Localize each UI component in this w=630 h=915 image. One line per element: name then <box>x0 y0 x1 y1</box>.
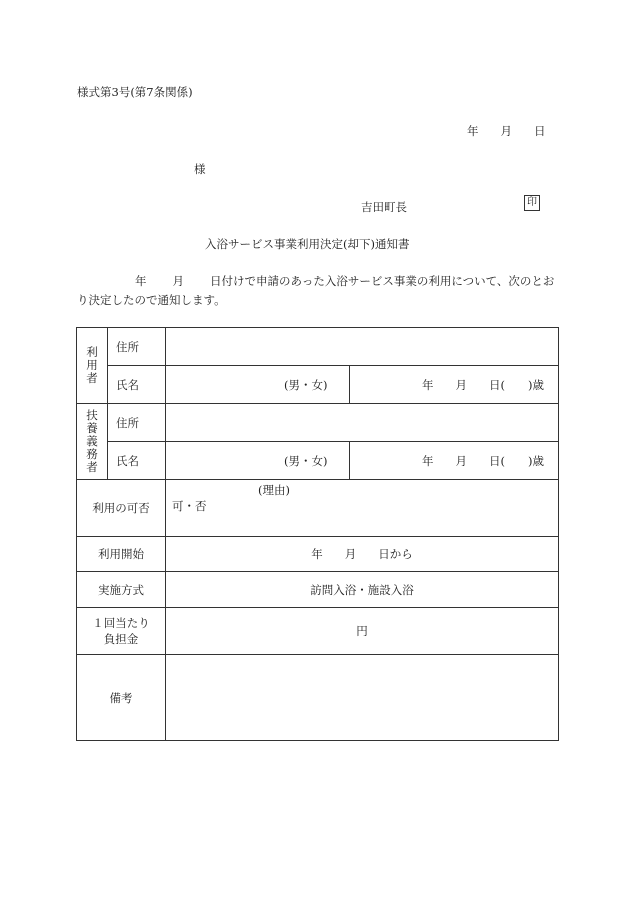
user-address-field[interactable] <box>166 328 559 366</box>
remarks-label: 備考 <box>77 655 166 741</box>
reason-label: (理由) <box>258 483 290 497</box>
approval-options: 可・否 <box>172 499 207 513</box>
method-label: 実施方式 <box>77 572 166 608</box>
user-name-field[interactable] <box>166 366 350 404</box>
guardian-address-field[interactable] <box>166 404 559 442</box>
issuer-name: 吉田町長 <box>361 200 407 214</box>
document-title: 入浴サービス事業利用決定(却下)通知書 <box>205 237 410 251</box>
user-birthdate-field[interactable]: 年 月 日( )歳 <box>350 366 559 404</box>
user-group-label: 利 用 者 <box>77 328 108 404</box>
notice-form-table <box>76 327 559 741</box>
guardian-sex-options: (男・女) <box>284 454 328 468</box>
approval-field[interactable] <box>166 480 559 537</box>
start-label: 利用開始 <box>77 537 166 572</box>
seal-mark: 印 <box>524 195 540 211</box>
date-year: 年 <box>467 124 479 138</box>
fee-label: １回当たり 負担金 <box>77 608 166 655</box>
guardian-address-label: 住所 <box>108 404 166 442</box>
fee-unit: 円 <box>356 624 368 638</box>
addressee: 様 <box>194 162 206 176</box>
remarks-field[interactable] <box>166 655 559 741</box>
approval-label: 利用の可否 <box>77 480 166 537</box>
user-address-label: 住所 <box>108 328 166 366</box>
form-number: 様式第3号(第7条関係) <box>77 85 193 99</box>
guardian-group-label: 扶 養 義 務 者 <box>77 404 108 480</box>
user-name-label: 氏名 <box>108 366 166 404</box>
user-sex-options: (男・女) <box>284 378 328 392</box>
body-month: 月 <box>172 274 184 288</box>
method-value: 訪問入浴・施設入浴 <box>166 572 559 608</box>
guardian-name-field[interactable] <box>166 442 350 480</box>
issue-date <box>467 123 546 139</box>
body-text: 日付けで申請のあった入浴サービス事業の利用について、次のとおり決定したので通知します。 <box>77 274 555 307</box>
body-paragraph <box>77 272 555 310</box>
date-month: 月 <box>500 124 512 138</box>
body-year: 年 <box>135 274 147 288</box>
start-date-field[interactable]: 年 月 日から <box>166 537 559 572</box>
guardian-birthdate-field[interactable]: 年 月 日( )歳 <box>350 442 559 480</box>
fee-field[interactable] <box>166 608 559 655</box>
guardian-name-label: 氏名 <box>108 442 166 480</box>
date-day: 日 <box>534 124 546 138</box>
